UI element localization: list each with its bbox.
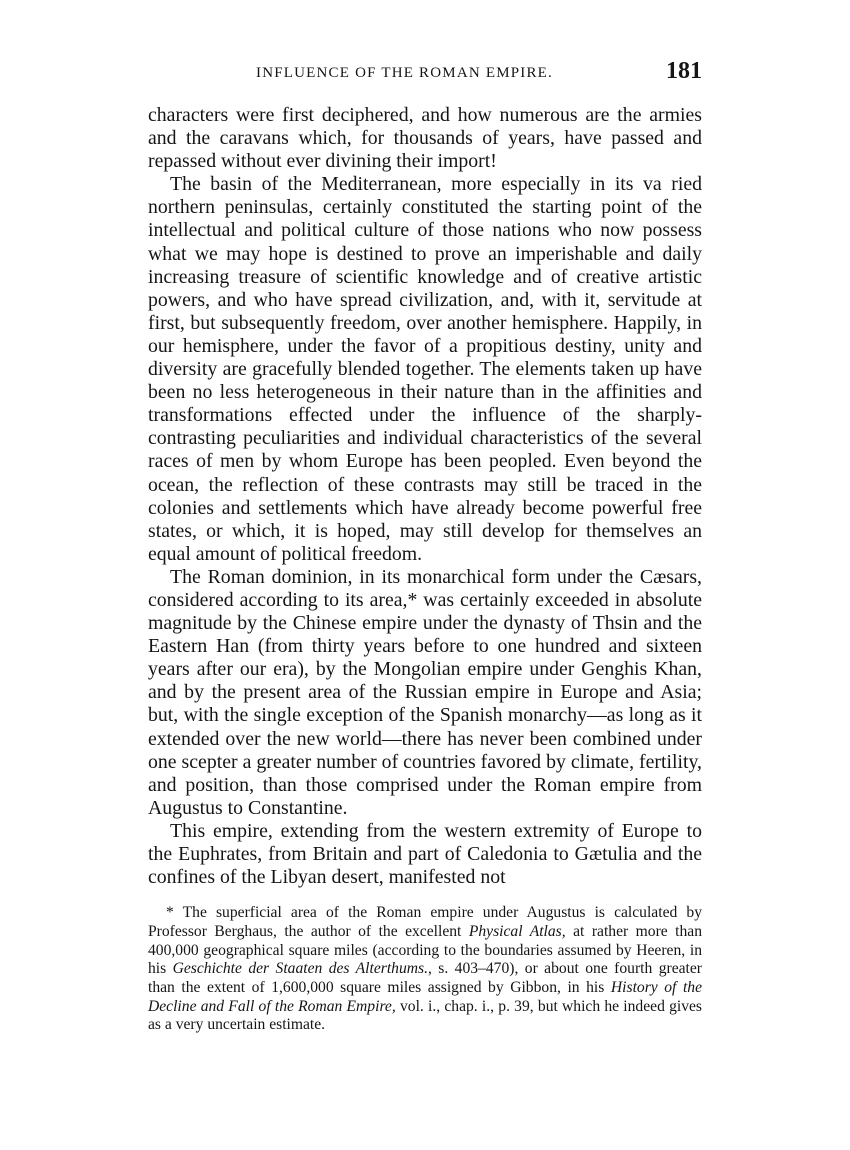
footnote-text-2: at rather more than 400,000 geographical square miles (according to the boundaries assumed by Heeren, in his xyxy=(148,922,702,978)
paragraph-mediterranean: The basin of the Mediterranean, more especially in its va ried northern peninsulas, certainly constituted the starting point of the intellectual and political culture of those nations who now possess what we may hope is destined to prove an imperishable and daily increasing treasure of scientific knowledge and of creative artistic powers, and who have spread civilization, and, with it, servitude at first, but subsequently freedom, over another hemisphere. Happily, in our hemisphere, under the favor of a propitious destiny, unity and diversity are gracefully blended together. The elements taken up have been no less heterogeneous in their nature than in the affinities and transformations effected under the influence of the sharply-contrasting peculiarities and individual characteristics of the several races of men by whom Europe has been peopled. Even beyond the ocean, the reflection of these contrasts may still be traced in the colonies and settlements which have already become powerful free states, or which, it is hoped, may still develop for themselves an equal amount of political freedom. xyxy=(148,173,702,565)
paragraph-continuation: characters were first deciphered, and how numerous are the armies and the caravans which, for thousands of years, have passed and repassed without ever divining their import! xyxy=(148,104,702,173)
footnote-italic-physical-atlas: Physical Atlas, xyxy=(468,922,566,940)
page-number: 181 xyxy=(666,58,702,84)
footnote-italic-geschichte: Geschichte der Staaten des Alterthums. xyxy=(172,960,428,978)
footnote-text-3: , s. 403–470), or about one fourth greater than the extent of 1,600,000 square miles assigned by Gibbon, in his xyxy=(148,960,702,996)
running-title: INFLUENCE OF THE ROMAN EMPIRE. xyxy=(256,65,553,81)
book-page xyxy=(148,58,702,1035)
main-text xyxy=(148,104,702,889)
running-header xyxy=(148,58,702,92)
footnote-italic-history: History of the Decline and Fall of the Roman Empire, xyxy=(148,979,702,1015)
footnote xyxy=(148,904,702,1035)
footnote-text-1: * The superficial area of the Roman empire under Augustus is calculated by Professor Berghaus, the author of the excellent xyxy=(148,904,702,940)
footnote-text-4: vol. i., chap. i., p. 39, but which he indeed gives as a very uncertain estimate. xyxy=(148,997,702,1034)
paragraph-empire-extent: This empire, extending from the western extremity of Europe to the Euphrates, from Britain and part of Caledonia to Gætulia and the confines of the Libyan desert, manifested not xyxy=(148,819,702,889)
paragraph-roman-dominion: The Roman dominion, in its monarchical form under the Cæsars, considered according to its area,* was certainly exceeded in absolute magnitude by the Chinese empire under the dynasty of Thsin and the Eastern Han (from thirty years before to one hundred and sixteen years after our era), by the Mongolian empire under Genghis Khan, and by the present area of the Russian empire in Europe and Asia; but, with the single exception of the Spanish monarchy—as long as it extended over the new world—there has never been combined under one scepter a greater number of countries favored by climate, fertility, and position, than those comprised under the Roman empire from Augustus to Constantine. xyxy=(148,565,702,819)
